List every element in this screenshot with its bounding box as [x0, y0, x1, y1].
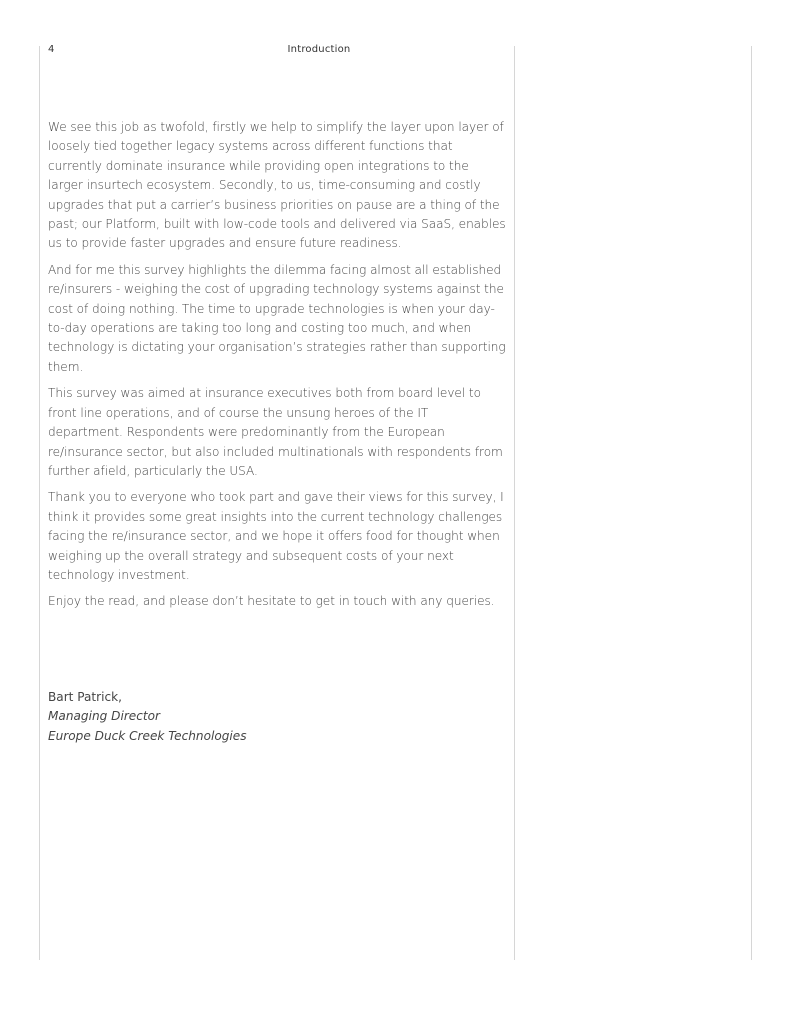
- paragraph: Enjoy the read, and please don’t hesitate to get in touch with any queries.: [48, 594, 495, 609]
- introduction-body: [48, 118, 506, 619]
- signature-block: [48, 688, 468, 746]
- signatory-name: Bart Patrick,: [48, 690, 122, 704]
- right-margin-rule: [751, 46, 752, 960]
- column-divider-rule: [514, 46, 515, 960]
- left-margin-rule: [39, 46, 40, 960]
- paragraph: We see this job as twofold, firstly we help to simplify the layer upon layer of loosely tied together legacy systems across different functions that currently dominate insurance while providing open integrations to the larger insurtech ecosystem. Secondly, to us, time-consuming and costly upgrades that put a carrier’s business priorities on pause are a thing of the past; our Platform, built with low-code tools and delivered via SaaS, enables us to provide faster upgrades and ensure future readiness.: [48, 120, 506, 251]
- signatory-organization: Europe Duck Creek Technologies: [48, 728, 247, 743]
- signatory-title: Managing Director: [48, 709, 160, 724]
- paragraph: Thank you to everyone who took part and gave their views for this survey, I think it provides some great insights into the current technology challenges facing the re/insurance sector, and we hope it offers food for thought when weighing up the overall strategy and subsequent costs of your next technology investment.: [48, 490, 504, 582]
- section-title: Introduction: [287, 44, 351, 55]
- paragraph: And for me this survey highlights the dilemma facing almost all established re/insurers - weighing the cost of upgrading technology systems against the cost of doing nothing. The time to upgrade technologies is when your day-to-day operations are taking too long and costing too much, and when technology is dictating your organisation’s strategies rather than supporting them.: [48, 262, 506, 374]
- paragraph: This survey was aimed at insurance executives both from board level to front line operations, and of course the unsung heroes of the IT department. Respondents were predominantly from the European re/insurance sector, but also included multinationals with respondents from further afield, particularly the USA.: [48, 386, 503, 478]
- page-number: 4: [48, 44, 55, 55]
